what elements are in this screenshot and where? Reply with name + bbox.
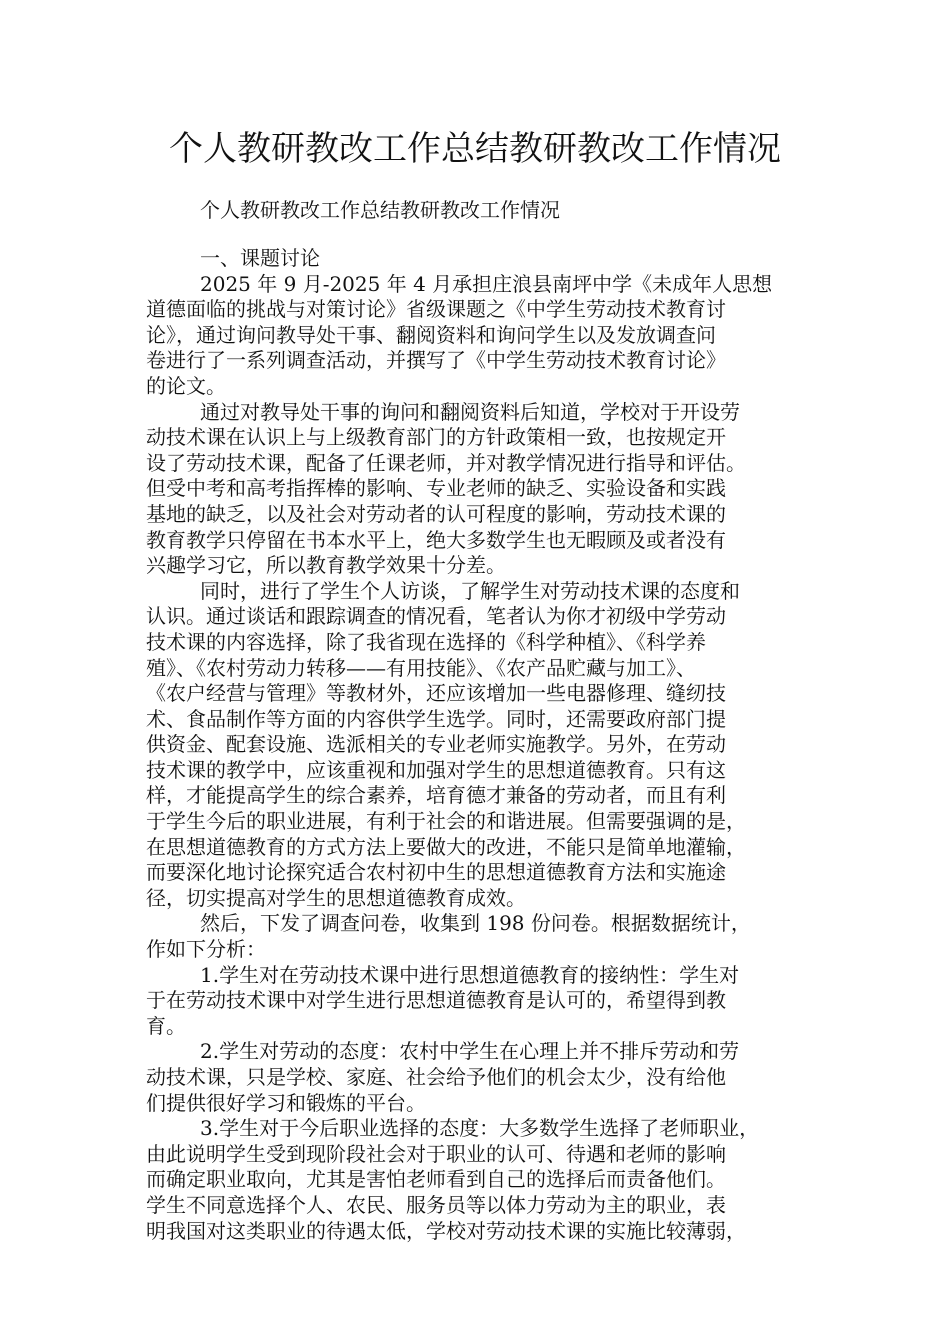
body-paragraph (146, 272, 812, 400)
paragraph-line: 径，切实提高对学生的思想道德教育成效。 (146, 885, 526, 910)
paragraph-line: 由此说明学生受到现阶段社会对于职业的认可、待遇和老师的影响 (146, 1141, 726, 1166)
paragraph-line: 教育教学只停留在书本水平上，绝大多数学生也无暇顾及或者没有 (146, 527, 726, 552)
paragraph-line: 于学生今后的职业进展，有利于社会的和谐进展。但需要强调的是， (146, 809, 746, 834)
paragraph-line: 2.学生对劳动的态度：农村中学生在心理上并不排斥劳动和劳 (200, 1039, 740, 1064)
paragraph-line: 明我国对这类职业的待遇太低，学校对劳动技术课的实施比较薄弱， (146, 1218, 746, 1243)
paragraph-line: 论》，通过询问教导处干事、翻阅资料和询问学生以及发放调查问 (146, 322, 716, 347)
paragraph-line: 1.学生对在劳动技术课中进行思想道德教育的接纳性：学生对 (200, 962, 740, 987)
document-body (146, 196, 812, 1244)
paragraph-line: 卷进行了一系列调查活动，并撰写了《中学生劳动技术教育讨论》 (146, 348, 726, 373)
paragraph-line: 技术课的教学中，应该重视和加强对学生的思想道德教育。只有这 (146, 757, 726, 782)
paragraph-line: 动技术课在认识上与上级教育部门的方针政策相一致，也按规定开 (146, 425, 726, 450)
paragraph-line: 道德面临的挑战与对策讨论》省级课题之《中学生劳动技术教育讨 (146, 297, 726, 322)
paragraph-line: 育。 (146, 1013, 186, 1038)
paragraph-line: 技术课的内容选择，除了我省现在选择的《科学种植》、《科学养 (146, 629, 706, 654)
document-subtitle: 个人教研教改工作总结教研教改工作情况 (200, 198, 560, 222)
paragraph-line: 基地的缺乏，以及社会对劳动者的认可程度的影响，劳动技术课的 (146, 501, 726, 526)
paragraph-line: 认识。通过谈话和跟踪调查的情况看，笔者认为你才初级中学劳动 (146, 604, 726, 629)
paragraph-line: 殖》、《农村劳动力转移——有用技能》、《农产品贮藏与加工》、 (146, 655, 696, 680)
paragraph-line: 但受中考和高考指挥棒的影响、专业老师的缺乏、实验设备和实践 (146, 476, 726, 501)
body-paragraph (146, 911, 812, 962)
document-title: 个人教研教改工作总结教研教改工作情况 (169, 129, 781, 169)
paragraph-line: 而确定职业取向，尤其是害怕老师看到自己的选择后而责备他们。 (146, 1167, 726, 1192)
paragraph-line: 于在劳动技术课中对学生进行思想道德教育是认可的，希望得到教 (146, 988, 726, 1013)
section-heading: 一、课题讨论 (200, 246, 320, 270)
paragraph-line: 通过对教导处干事的询问和翻阅资料后知道，学校对于开设劳 (200, 399, 740, 424)
paragraph-line: 术、食品制作等方面的内容供学生选学。同时，还需要政府部门提 (146, 706, 726, 731)
paragraph-line: 样，才能提高学生的综合素养，培育德才兼备的劳动者，而且有利 (146, 783, 726, 808)
paragraph-line: 然后，下发了调查问卷，收集到 198 份问卷。根据数据统计， (200, 911, 751, 936)
paragraph-line: 2025 年 9 月-2025 年 4 月承担庄浪县南坪中学《未成年人思想 (200, 271, 773, 296)
paragraph-line: 在思想道德教育的方式方法上要做大的改进，不能只是简单地灌输， (146, 834, 746, 859)
body-paragraph (146, 400, 812, 579)
body-paragraph (146, 963, 812, 1040)
paragraph-line: 3.学生对于今后职业选择的态度：大多数学生选择了老师职业， (200, 1116, 760, 1141)
paragraph-line: 作如下分析： (146, 937, 266, 962)
paragraph-line: 兴趣学习它，所以教育教学效果十分差。 (146, 553, 506, 578)
paragraph-line: 供资金、配套设施、选派相关的专业老师实施教学。另外，在劳动 (146, 732, 726, 757)
paragraph-line: 动技术课，只是学校、家庭、社会给予他们的机会太少，没有给他 (146, 1065, 726, 1089)
body-paragraph (146, 1039, 812, 1116)
paragraph-line: 设了劳动技术课，配备了任课老师，并对教学情况进行指导和评估。 (146, 450, 746, 475)
paragraph-line: 而要深化地讨论探究适合农村初中生的思想道德教育方法和实施途 (146, 860, 726, 885)
paragraph-line: 《农户经营与管理》等教材外，还应该增加一些电器修理、缝纫技 (146, 681, 726, 706)
paragraph-line: 同时，进行了学生个人访谈，了解学生对劳动技术课的态度和 (200, 578, 740, 603)
paragraph-line: 们提供很好学习和锻炼的平台。 (146, 1090, 426, 1115)
paragraph-line: 学生不同意选择个人、农民、服务员等以体力劳动为主的职业，表 (146, 1192, 726, 1217)
paragraph-line: 的论文。 (146, 373, 226, 398)
body-paragraph (146, 1116, 812, 1244)
paragraph-list (146, 272, 812, 1245)
body-paragraph (146, 579, 812, 912)
